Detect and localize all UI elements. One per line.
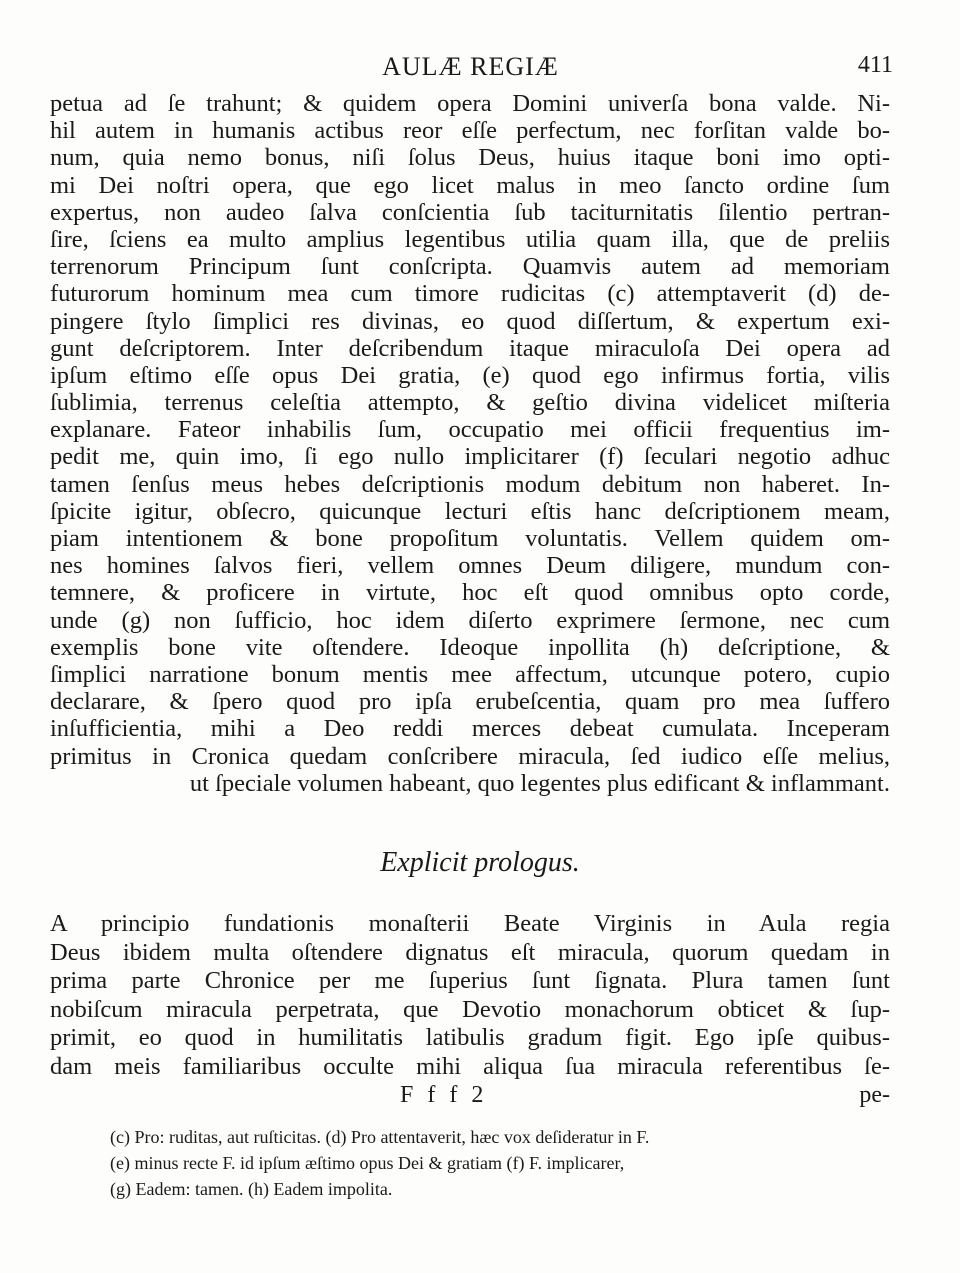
chapter-text xyxy=(50,910,890,1081)
text-line: dam meis familiaribus occulte mihi aliqua ſua miracula referentibus ſe- xyxy=(50,1052,890,1080)
text-line: gunt deſcriptorem. Inter deſcribendum itaque miraculoſa Dei opera ad xyxy=(50,334,890,362)
prologue-text xyxy=(50,90,890,797)
text-line: ut ſpeciale volumen habeant, quo legentes plus edificant & inflammant. xyxy=(189,769,890,797)
text-line: mi Dei noſtri opera, que ego licet malus in meo ſancto ordine ſum xyxy=(50,171,890,199)
text-line: Deus ibidem multa oſtendere dignatus eſt miracula, quorum quedam in xyxy=(50,938,890,966)
text-line: A principio fundationis monaſterii Beate Virginis in Aula regia xyxy=(50,910,890,937)
footnote: (e) minus recte F. id ipſum æſtimo opus Dei & gratiam (f) F. implicarer, xyxy=(110,1153,625,1173)
text-line: ſire, ſciens ea multo amplius legentibus utilia quam illa, que de preliis xyxy=(50,225,890,253)
page-number: 411 xyxy=(857,52,893,78)
text-line: explanare. Fateor inhabilis ſum, occupatio mei officii frequentius im- xyxy=(50,416,890,444)
text-line: pingere ſtylo ſimplici res divinas, eo quod diſſertum, & expertum exi- xyxy=(50,307,890,335)
text-line: nobiſcum miracula perpetrata, que Devotio monachorum obticet & ſup- xyxy=(50,995,890,1023)
running-title: AULÆ REGIÆ xyxy=(382,52,559,81)
explicit-heading: Explicit prologus. xyxy=(380,847,580,878)
text-line: ſimplici narratione bonum mentis mee affectum, utcunque potero, cupio xyxy=(50,660,890,688)
text-line: tamen ſenſus meus hebes deſcriptionis modum debitum non haberet. In- xyxy=(50,470,890,498)
footnote: (c) Pro: ruditas, aut ruſticitas. (d) Pro attentaverit, hæc vox deſideratur in F. xyxy=(110,1127,650,1147)
footnote: (g) Eadem: tamen. (h) Eadem impolita. xyxy=(110,1179,393,1199)
text-line: piam intentionem & bone propoſitum voluntatis. Vellem quidem om- xyxy=(50,525,890,552)
text-line: ipſum eſtimo eſſe opus Dei gratia, (e) quod ego infirmus fortia, vilis xyxy=(50,361,890,389)
text-line: hil autem in humanis actibus reor eſſe perfectum, nec forſitan valde bo- xyxy=(50,117,890,145)
text-line: prima parte Chronice per me ſuperius ſunt ſignata. Plura tamen ſunt xyxy=(50,967,890,994)
catchword: pe- xyxy=(859,1082,890,1108)
text-line: ſublimia, terrenus celeſtia attempto, & geſtio divina videlicet miſteria xyxy=(50,389,890,417)
text-line: petua ad ſe trahunt; & quidem opera Domini univerſa bona valde. Ni- xyxy=(50,90,890,117)
text-line: temnere, & proficere in virtute, hoc eſt quod omnibus opto corde, xyxy=(50,579,890,607)
text-line: primit, eo quod in humilitatis latibulis gradum figit. Ego ipſe quibus- xyxy=(50,1024,890,1051)
text-line: expertus, non audeo ſalva conſcientia ſub taciturnitatis ſilentio pertran- xyxy=(50,198,890,226)
text-line: ſpicite igitur, obſecro, quicunque lecturi eſtis hanc deſcriptionem meam, xyxy=(50,497,890,525)
page-header xyxy=(48,52,893,86)
text-line: terrenorum Principum ſunt conſcripta. Quamvis autem ad memoriam xyxy=(50,253,890,281)
text-line: declarare, & ſpero quod pro ipſa erubeſcentia, quam pro mea ſuffero xyxy=(50,688,890,716)
text-line: exemplis bone vite oſtendere. Ideoque inpollita (h) deſcriptione, & xyxy=(50,633,890,661)
text-line: num, quia nemo bonus, niſi ſolus Deus, huius itaque boni imo opti- xyxy=(50,144,890,172)
text-line: unde (g) non ſufficio, hoc idem diſerto exprimere ſermone, nec cum xyxy=(50,606,890,634)
footnotes xyxy=(110,1124,890,1202)
text-line: pedit me, quin imo, ſi ego nullo implicitarer (f) ſeculari negotio adhuc xyxy=(50,443,890,471)
text-line: primitus in Cronica quedam conſcribere miracula, ſed iudico eſſe melius, xyxy=(50,742,890,770)
text-line: inſufficientia, mihi a Deo reddi merces debeat cumulata. Inceperam xyxy=(50,715,890,743)
signature-mark: F f f 2 xyxy=(400,1082,488,1108)
text-line: futurorum hominum mea cum timore rudicitas (c) attemptaverit (d) de- xyxy=(50,280,890,308)
text-line: nes homines ſalvos fieri, vellem omnes Deum diligere, mundum con- xyxy=(50,552,890,580)
